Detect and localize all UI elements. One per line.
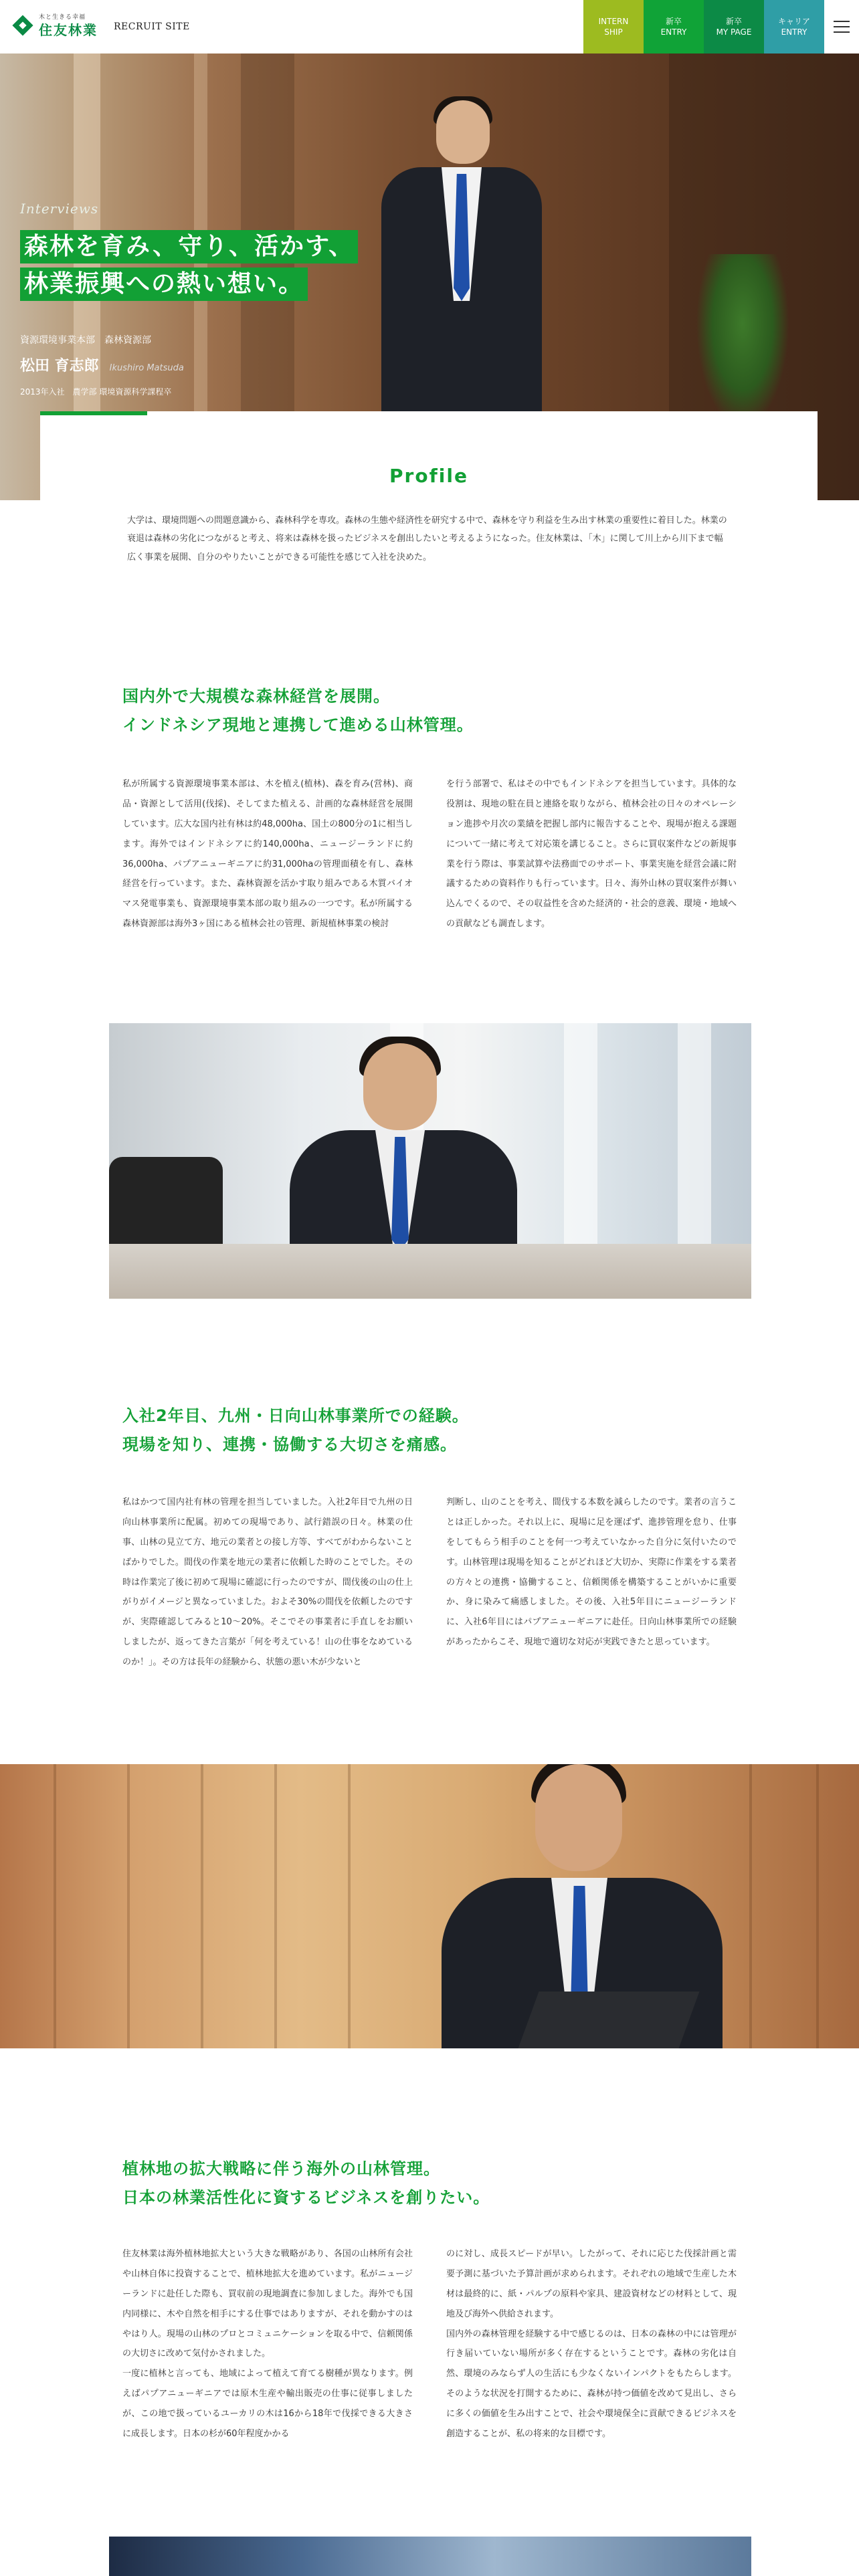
section-title: 入社2年目、九州・日向山林事業所での経験。 現場を知り、連携・協働する大切さを痛感。 [122, 1406, 469, 1455]
header-nav [583, 0, 859, 53]
internship-button[interactable]: INTERN SHIP [583, 0, 644, 53]
logo-tagline: 木と生きる幸福 [39, 14, 86, 21]
profile-title: Profile [389, 465, 468, 487]
plant-image [696, 254, 789, 428]
interview-photo-wood [0, 1764, 859, 2048]
section-title: 国内外で大規模な森林経営を展開。 インドネシア現地と連携して進める山林管理。 [122, 687, 474, 735]
profile-text: 大学は、環境問題への問題意識から、森林科学を専攻。森林の生態や経済性を研究する中で、森林を守り利益を生み出す林業の重要性に着目した。林業の衰退は森林の劣化につながると考え、将来は森林を扱ったビジネスを創出したいと考えるようになった。住友林業は、「木」に関して川上から川下まで幅広く事業を展開、自分のやりたいことができる可能性を感じて入社を決めた。 [127, 516, 727, 562]
graduate-entry-button[interactable]: 新卒 ENTRY [644, 0, 704, 53]
hero-person-photo [375, 100, 549, 461]
department: 資源環境事業本部 森林資源部 [20, 335, 151, 346]
interviews-label: Interviews [20, 201, 99, 217]
career-entry-button[interactable]: キャリア ENTRY [764, 0, 824, 53]
section-body [122, 1493, 737, 1673]
body-column-left: 私が所属する資源環境事業本部は、木を植え(植林)、森を育み(営林)、商品・資源として活用(伐採)、そしてまた植える、計画的な森林経営を展開しています。広大な国内社有林は約48,000ha、国土の800分の1に相当します。海外ではインドネシアに約140,000ha、ニュージーランドに約36,000ha、パプアニューギニアに約31,000haの管理面積を有し、森林経営を行っています。また、森林資源を活かす取り組みである木質バイオマス発電事業も、資源環境事業本部の取り組みの一つです。私が所属する森林資源部は海外3ヶ国にある植林会社の管理、新規植林事業の検討 [122, 779, 413, 930]
employee-name: 松田 育志郎 Ikushiro Matsuda [20, 358, 184, 374]
recruit-site-label[interactable]: RECRUIT SITE [114, 21, 190, 32]
hero-text [20, 201, 358, 397]
hero-title: 森林を育み、守り、活かす、 林業振興への熱い想い。 [20, 230, 358, 305]
section-body [122, 2244, 737, 2444]
profile-section [40, 411, 818, 578]
logo-name: 住友林業 [39, 22, 98, 38]
leaf-logo-icon [13, 16, 33, 36]
section-body [122, 774, 737, 934]
body-column-left: 私はかつて国内社有林の管理を担当していました。入社2年目で九州の日向山林事業所に配属。初めての現場であり、試行錯誤の日々。林業の仕事、山林の見立て方、地元の業者との接し方等、すべてがわからないことばかりでした。間伐の作業を地元の業者に依頼した時のことでした。その時は作業完了後に初めて現場に確認に行ったのですが、間伐後の山の仕上がりがイメージと異なっていました。およそ30%の間伐を依頼したのですが、実際確認してみると10〜20%。そこでその事業者に手直しをお願いしましたが、返ってきた言葉が「何を考えている！山の仕事をなめているのか！」。その方は長年の経験から、状態の悪い木が少ないと [122, 1497, 413, 1668]
body-column-right: を行う部署で、私はその中でもインドネシアを担当しています。具体的な役割は、現地の駐在員と連絡を取りながら、植林会社の日々のオペレーション進捗や月次の業績を把握し部内に報告することや、現場が抱える課題について一緒に考えて対応策を講じること。さらに買収案件などの新規事業を行う際は、事業試算や法務面でのサポート、事業実施を経営会議に附議するための資料作りも行っています。日々、海外山林の買収案件が舞い込んでくるので、その収益性を含めた経済的・社会的意義、環境・地域への貢献なども調査します。 [446, 779, 737, 930]
graduate-mypage-button[interactable]: 新卒 MY PAGE [704, 0, 764, 53]
body-column-right: 判断し、山のことを考え、間伐する本数を減らしたのです。業者の言うことは正しかった。それ以上に、現場に足を運ばず、進捗管理を怠り、仕事をしてもらう相手のことを何一つ考えていなかった自分に気付いたのです。山林管理は現場を知ることがどれほど大切か、実際に作業をする業者の方々との連携・協働すること、信頼関係を構築することがいかに重要か、身に染みて痛感しました。その後、入社5年目にニュージーランドに、入社6年目にはパプアニューギニアに赴任。日向山林事業所での経験があったからこそ、現地で適切な対応が実践できたと思っています。 [446, 1497, 737, 1648]
body-column-right: のに対し、成長スピードが早い。したがって、それに応じた伐採計画と需要予測に基づいた予算計画が求められます。それぞれの地域で生産した木材は最終的に、紙・パルプの原料や家具、建設資材などの材料として、現地及び海外へ供給されます。 国内外の森林管理を経験する中で感じるのは、日本の森林の中には管理が行き届いていない場所が多く存在するということです。森林の劣化は自然、環境のみならず人の生活にも少なくないインパクトをもたらします。そのような状況を打開するために、森林が持つ価値を改めて見出し、さらに多くの価値を生み出すことで、社会や環境保全に貢献できるビジネスを創造することが、私の将来的な目標です。 [446, 2249, 737, 2440]
hamburger-icon[interactable] [824, 0, 859, 53]
interview-photo-bottom [109, 2537, 751, 2576]
interview-photo-desk [109, 1023, 751, 1299]
site-header [0, 0, 859, 53]
section-title: 植林地の拡大戦略に伴う海外の山林管理。 日本の林業活性化に資するビジネスを創りたい。 [122, 2159, 490, 2208]
accent-bar [40, 411, 147, 415]
site-logo[interactable] [13, 15, 98, 37]
body-column-left: 住友林業は海外植林地拡大という大きな戦略があり、各国の山林所有会社や山林自体に投資することで、植林地拡大を進めています。私がニュージーランドに赴任した際も、買収前の現地調査に参加しました。海外でも国内同様に、木や自然を相手にする仕事ではありますが、それを動かすのはやはり人。現場の山林のプロとコミュニケーションを取る中で、信頼関係の大切さに改めて気付かされました。 一度に植林と言っても、地域によって植えて育てる樹種が異なります。例えばパプアニューギニアでは原木生産や輸出販売の仕事に従事しましたが、この地で扱っているユーカリの木は16から18年で伐採できる大きさに成長します。日本の杉が60年程度かかる [122, 2249, 413, 2440]
joined-year: 2013年入社 農学部 環境資源科学課程卒 [20, 387, 172, 397]
